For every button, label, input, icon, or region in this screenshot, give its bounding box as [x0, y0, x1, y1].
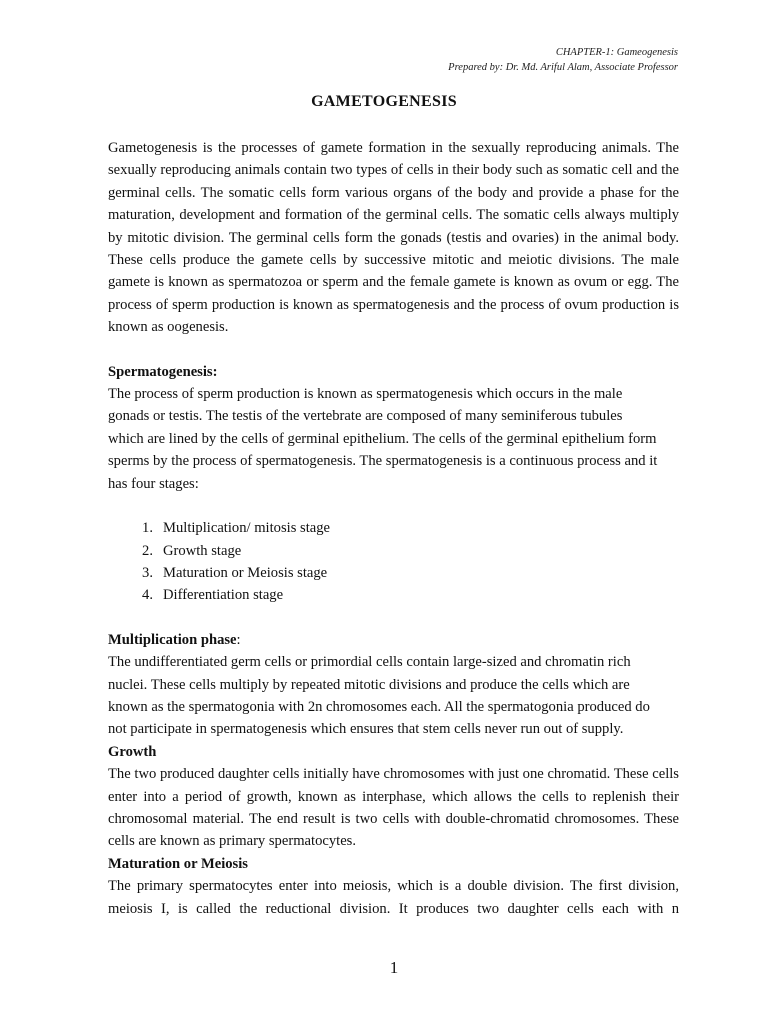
- list-item: [108, 584, 679, 606]
- chapter-label: CHAPTER-1: Gameogenesis: [555, 47, 678, 58]
- list-item: [108, 517, 679, 539]
- list-item-label: Growth stage: [163, 542, 242, 559]
- stages-list: [108, 517, 679, 607]
- heading-colon: :: [236, 631, 241, 648]
- paragraph-line: known as the spermatogonia with 2n chromosomes each. All the spermatogonia produced do: [108, 698, 650, 715]
- intro-paragraph: Gametogenesis is the processes of gamete formation in the sexually reproducing animals. The sexually reproducing animals contain two types of cells in their body such as somatic cell and the germinal cells. The somatic cells form various organs of the body and provide a phase for the maturation, development and formation of the germinal cells. The somatic cells always multiply by mitotic division. The germinal cells form the gonads (testis and ovaries) in the animal body. These cells produce the gamete cells by successive mitotic and meiotic divisions. The male gamete is known as spermatozoa or sperm and the female gamete is known as ovum or egg. The process of sperm production is known as spermatogenesis and the process of ovum production is known as oogenesis.: [108, 140, 679, 336]
- document-body: [108, 137, 679, 920]
- page-header: [448, 45, 678, 75]
- paragraph-line: nuclei. These cells multiply by repeated mitotic divisions and produce the cells which are: [108, 676, 630, 693]
- paragraph-line: gonads or testis. The testis of the vertebrate are composed of many seminiferous tubules: [108, 408, 623, 425]
- maturation-heading: Maturation or Meiosis: [108, 855, 248, 872]
- multiplication-heading: [108, 629, 679, 651]
- paragraph-line: which are lined by the cells of germinal epithelium. The cells of the germinal epithelium form: [108, 430, 657, 447]
- growth-heading: Growth: [108, 743, 157, 760]
- list-item-label: Multiplication/ mitosis stage: [163, 520, 331, 537]
- paragraph-line: The undifferentiated germ cells or primordial cells contain large-sized and chromatin rich: [108, 654, 631, 671]
- list-number: 2.: [142, 542, 153, 559]
- list-item: [108, 562, 679, 584]
- maturation-paragraph: The primary spermatocytes enter into meiosis, which is a double division. The first division, meiosis I, is called the reductional division. It produces two daughter cells each with n: [108, 878, 679, 917]
- list-number: 1.: [142, 520, 153, 537]
- page-title: GAMETOGENESIS: [311, 93, 457, 110]
- list-item-label: Differentiation stage: [163, 587, 284, 604]
- paragraph-line: not participate in spermatogenesis which ensures that stem cells never run out of supply.: [108, 721, 624, 738]
- author-credit: Prepared by: Dr. Md. Ariful Alam, Associate Professor: [448, 62, 678, 73]
- list-item-label: Maturation or Meiosis stage: [163, 564, 328, 581]
- spermatogenesis-heading: Spermatogenesis:: [108, 363, 218, 380]
- list-number: 3.: [142, 564, 153, 581]
- list-number: 4.: [142, 587, 153, 604]
- list-item: [108, 540, 679, 562]
- multiplication-paragraph: [108, 651, 679, 741]
- growth-paragraph: The two produced daughter cells initially have chromosomes with just one chromatid. These cells enter into a period of growth, known as interphase, which allows the cells to replenish their chromosomal material. The end result is two cells with double-chromatid chromosomes. These cells are known as primary spermatocytes.: [108, 766, 679, 850]
- paragraph-line: has four stages:: [108, 475, 199, 492]
- paragraph-line: sperms by the process of spermatogenesis. The spermatogenesis is a continuous process and it: [108, 453, 658, 470]
- multiplication-heading-text: Multiplication phase: [108, 631, 237, 648]
- paragraph-line: The process of sperm production is known as spermatogenesis which occurs in the male: [108, 386, 623, 403]
- spermatogenesis-paragraph: [108, 383, 679, 495]
- page-number: 1: [389, 958, 399, 977]
